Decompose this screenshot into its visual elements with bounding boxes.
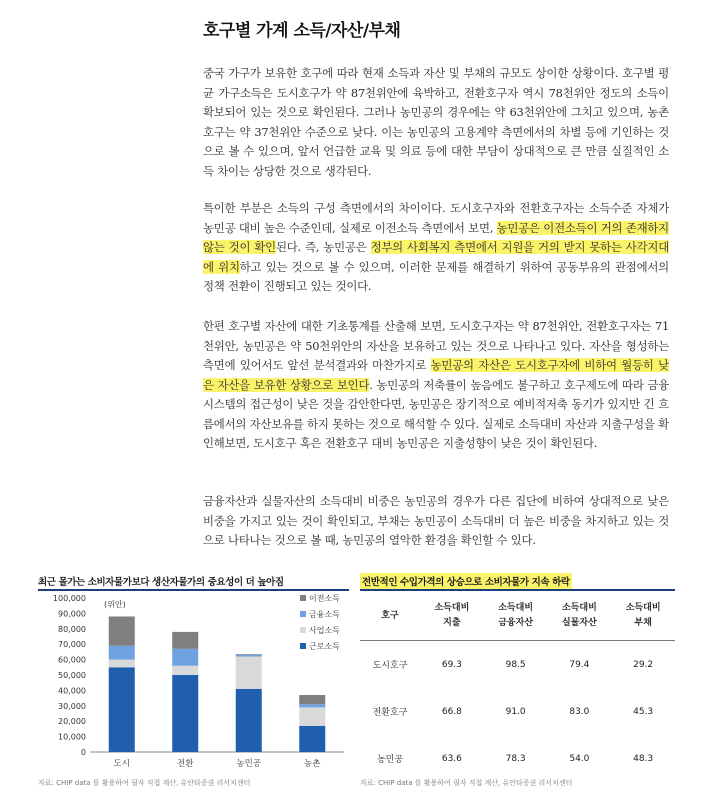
- y-tick-label: 70,000: [58, 640, 86, 650]
- bar-segment: [109, 667, 135, 752]
- y-tick-label: 10,000: [58, 732, 86, 742]
- table-row: [360, 735, 675, 782]
- paragraph-text: 된다. 즉, 농민공은: [275, 240, 371, 254]
- table-row: [360, 688, 675, 735]
- header-line: 소득대비: [561, 603, 597, 613]
- legend-label: 이전소득: [309, 594, 340, 603]
- highlighted-text: 농민공은 이전소득이 거의 존재하지 않는 것이 확인: [203, 220, 669, 254]
- table-cell: 83.0: [569, 706, 590, 717]
- paragraph-income-composition: [203, 199, 669, 297]
- highlighted-text: 정부의 사회복지 측면에서 지원을 거의 받지 못하는 사각지대에 위치: [203, 240, 670, 274]
- table-cell: 도시호구: [372, 661, 408, 671]
- paragraph-text: 특이한 부분은 소득의 구성 측면에서의 차이이다. 도시호구자와 전환호구자는 소득수준 자체가 농민공 대비 높은 수준인데, 실제로 이전소득 측면에서 보면,: [203, 201, 669, 235]
- legend-swatch: [300, 611, 306, 617]
- bar-segment: [299, 707, 325, 725]
- paragraph-income-by-hukou: 중국 가구가 보유한 호구에 따라 현재 소득과 자산 및 부채의 규모도 상이한 상황이다. 호구별 평균 가구소득은 도시호구가 약 87천위안에 육박하고, 전환호구자 역시 78천위안 정도의 소득이 확보되어 있는 것으로 확인된다. 그러나 농민공의 경우에는 약 63천위안에 그치고 있으며, 농촌호구는 약 37천위안 수준으로 낮다. 이는 농민공의 고용계약 측면에서의 차별 등에 기인하는 것으로 볼 수 있으며, 앞서 언급한 교육 및 의료 등에 대한 부담이 상대적으로 큰 만큼 실질적인 소득 차이는 상당한 것으로 생각된다.: [203, 66, 669, 178]
- table-cell: 98.5: [505, 659, 526, 670]
- x-tick-label: 전환: [177, 759, 194, 769]
- legend-swatch: [300, 627, 306, 633]
- table-cell: 29.2: [633, 659, 654, 670]
- bar-segment: [172, 675, 198, 752]
- bar-segment: [299, 726, 325, 752]
- y-tick-label: 20,000: [58, 717, 86, 727]
- paragraph-text: 한편 호구별 자산에 대한 기초통계를 산출해 보면, 도시호구자는 약 87천위안, 전환호구자는 71천위안, 농민공은 약 50천위안의 자산을 보유하고 있는 것으로 나타나고 있다. 자산을 형성하는 측면에 있어서도 앞선 분석결과와 마찬가지로: [203, 319, 669, 372]
- table-cell: 45.3: [633, 706, 654, 717]
- legend-swatch: [300, 595, 306, 601]
- highlighted-text: 농민공의 자산은 도시호구자에 비하여 월등히 낮은 자산을 보유한 상황으로 보인다: [203, 358, 669, 392]
- table-header-real-assets: [548, 592, 612, 641]
- bar-segment: [236, 689, 262, 752]
- y-tick-label: 80,000: [58, 624, 86, 634]
- table-source-note: 자료: CHIP data 를 활용하여 필자 직접 계산, 유안타증권 리서치센터: [360, 779, 573, 787]
- bar-segment: [299, 704, 325, 707]
- bar-segment: [172, 666, 198, 675]
- y-tick-label: 30,000: [58, 701, 86, 711]
- y-tick-label: 60,000: [58, 655, 86, 665]
- header-line: 부채: [634, 618, 652, 628]
- table-title: 전반적인 수입가격의 상승으로 소비자물가 지속 하락: [360, 573, 572, 589]
- table-header-financial-assets: [484, 592, 548, 641]
- bar-segment: [109, 616, 135, 645]
- table-cell: 54.0: [569, 753, 590, 764]
- paragraph-text: 하고 있는 것으로 볼 수 있으며, 이러한 문제를 해결하기 위하여 공동부유의 관점에서의 정책 전환이 진행되고 있는 것이다.: [203, 259, 669, 293]
- bar-segment: [109, 660, 135, 668]
- ratio-table: [360, 592, 675, 782]
- bar-segment: [236, 654, 262, 655]
- table-cell: 농민공: [376, 755, 404, 765]
- y-tick-label: 40,000: [58, 686, 86, 696]
- bar-segment: [236, 657, 262, 689]
- legend-label: 사업소득: [309, 626, 340, 635]
- table-cell: 전환호구: [372, 708, 408, 718]
- x-tick-label: 농촌: [304, 759, 321, 769]
- header-line: 호구: [381, 610, 399, 621]
- table-cell: 91.0: [505, 706, 526, 717]
- chart-source-note: 자료: CHIP data 를 활용하여 필자 직접 계산, 유안타증권 리서치센터: [38, 779, 251, 787]
- y-tick-label: 0: [80, 748, 86, 757]
- table-header-debt: [611, 592, 675, 641]
- y-tick-label: 90,000: [58, 609, 86, 619]
- header-line: 소득대비: [434, 603, 470, 613]
- chart-title: 최근 몰가는 소비자물가보다 생산자물가의 중요성이 더 높아짐: [38, 577, 284, 588]
- paragraph-assets: [203, 317, 669, 454]
- table-cell: 79.4: [569, 659, 590, 670]
- table-cell: 63.6: [441, 753, 462, 764]
- bar-segment: [172, 649, 198, 666]
- bar-segment: [172, 632, 198, 649]
- table-header-hukou: [360, 592, 420, 641]
- page-title: 호구별 가계 소득/자산/부채: [203, 21, 401, 41]
- header-line: 소득대비: [625, 603, 661, 613]
- paragraph-text: . 농민공의 저축률이 높음에도 불구하고 호구제도에 따라 금융시스템의 접근성이 낮은 것을 감안한다면, 농민공은 장기적으로 예비적저축 동기가 있지만 긴 흐름에서의 자산보유를 하지 못하는 것으로 해석할 수 있다. 실제로 소득대비 자산과 지출구성을 확인해보면, 도시호구 혹은 전환호구 대비 농민공은 지출성향이 낮은 것이 확인된다.: [203, 377, 669, 450]
- header-line: 금융자산: [498, 618, 534, 628]
- header-line: 지출: [443, 618, 461, 628]
- header-line: 소득대비: [498, 603, 534, 613]
- x-tick-label: 농민공: [236, 759, 262, 769]
- table-cell: 78.3: [505, 753, 526, 764]
- y-tick-label: 50,000: [58, 671, 86, 680]
- table-cell: 69.3: [441, 659, 462, 670]
- bar-segment: [236, 655, 262, 657]
- legend-label: 근로소득: [309, 642, 340, 651]
- table-cell: 48.3: [633, 753, 654, 764]
- x-tick-label: 도시: [113, 759, 130, 769]
- table-header-spending: [420, 592, 484, 641]
- bar-segment: [299, 695, 325, 704]
- legend-swatch: [300, 643, 306, 649]
- table-row: [360, 641, 675, 689]
- bar-segment: [109, 646, 135, 660]
- paragraph-financial-assets: 금융자산과 실물자산의 소득대비 비중은 농민공의 경우가 다른 집단에 비하여 상대적으로 낮은 비중을 가지고 있는 것이 확인되고, 부채는 농민공이 소득대비 더 높은 비중을 차지하고 있는 것으로 나타나는 것으로 볼 때, 농민공의 열악한 환경을 확인할 수 있다.: [203, 494, 669, 547]
- y-unit-label: (위안): [104, 600, 126, 609]
- table-title-rule: [360, 589, 675, 591]
- table-header-row: [360, 592, 675, 641]
- header-line: 실물자산: [561, 618, 597, 628]
- table-cell: 66.8: [441, 706, 462, 717]
- legend-label: 금융소득: [309, 610, 340, 619]
- income-stacked-bar-chart: [38, 590, 349, 772]
- y-tick-label: 100,000: [52, 594, 86, 603]
